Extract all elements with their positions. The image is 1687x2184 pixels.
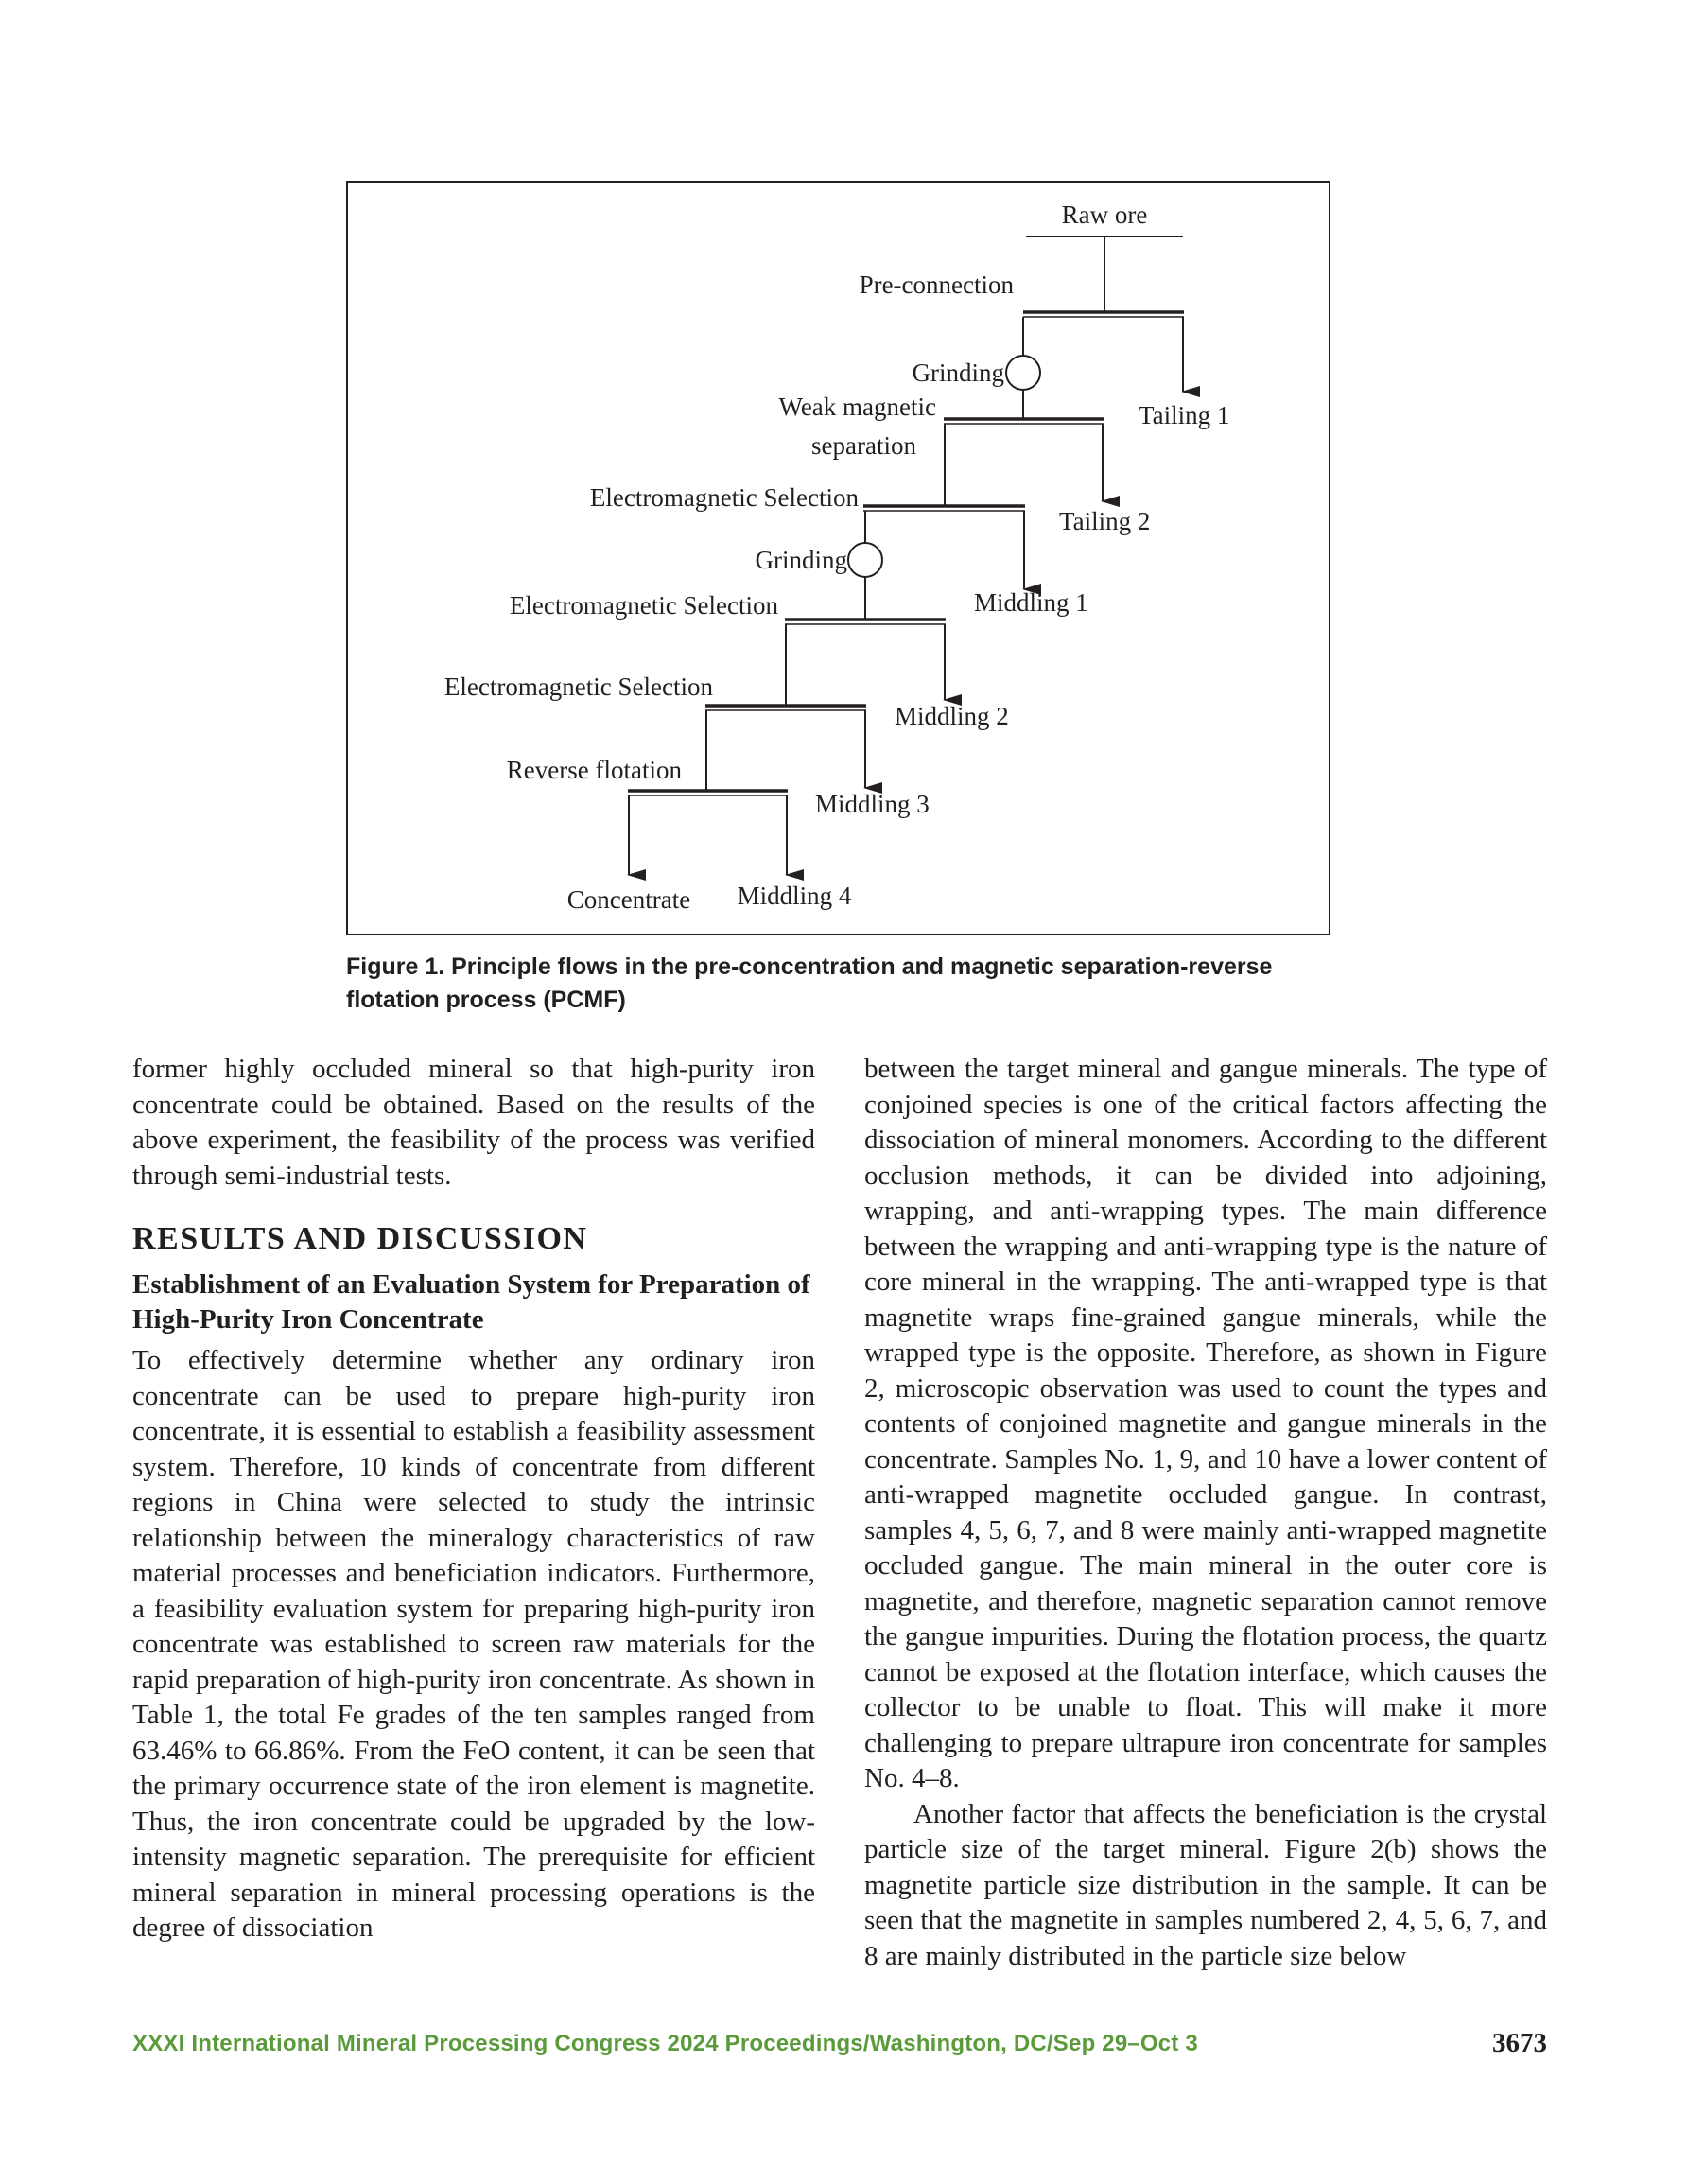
right-paragraph-1: between the target mineral and gangue minerals. The type of conjoined species is one of the critical factors affecting the dissociation of mineral monomers. According to the different occlusion methods, it can be divided into adjoining, wrapping, and anti-wrapping types. The main difference between the wrapping and anti-wrapping type is the nature of core mineral in the wrapping. The anti-wrapped type is that magnetite wraps fine-grained gangue minerals, while the wrapped type is the opposite. Therefore, as shown in Figure 2, microscopic observation was used to count the types and contents of conjoined magnetite and gangue minerals in the concentrate. Samples No. 1, 9, and 10 have a lower content of anti-wrapped magnetite occluded gangue. In contrast, samples 4, 5, 6, 7, and 8 were mainly anti-wrapped magnetite occluded gangue. The main mineral in the outer core is magnetite, and therefore, magnetic separation cannot remove the gangue impurities. During the flotation process, the quartz cannot be exposed at the flotation interface, which causes the collector to be unable to float. This will make it more challenging to prepare ultrapure iron concentrate for samples No. 4–8.: [864, 1054, 1547, 1793]
right-paragraph-2: Another factor that affects the beneficiation is the crystal particle size of the target mineral. Figure 2(b) shows the magnetite particle size distribution in the sample. It can be seen that the magnetite in samples numbered 2, 4, 5, 6, 7, and 8 are mainly distributed in the particle size below: [864, 1798, 1547, 1971]
pre-connection-label: Pre-connection: [859, 271, 1014, 299]
weak-magnetic-label-2: separation: [811, 431, 916, 460]
middling-4-label: Middling 4: [737, 882, 852, 910]
reverse-flotation-label: Reverse flotation: [506, 756, 682, 784]
em-selection-2-label: Electromagnetic Selection: [509, 591, 778, 620]
tailing-2-label: Tailing 2: [1059, 507, 1151, 535]
middling-3-label: Middling 3: [815, 790, 930, 818]
middling-1-label: Middling 1: [974, 588, 1088, 617]
tailing-1-label: Tailing 1: [1139, 401, 1230, 429]
grinding-1-circle: [1006, 356, 1040, 390]
em-selection-1-label: Electromagnetic Selection: [589, 483, 859, 512]
raw-ore-label: Raw ore: [1061, 201, 1148, 229]
sub-heading: Establishment of an Evaluation System for Preparation of High-Purity Iron Concentrate: [132, 1269, 810, 1335]
concentrate-label: Concentrate: [566, 885, 691, 914]
grinding-1-label: Grinding: [912, 358, 1004, 387]
em-selection-3-label: Electromagnetic Selection: [443, 673, 713, 701]
footer-proceedings-title: XXXI International Mineral Processing Congress 2024 Proceedings/Washington, DC/Sep 29–Oct 3: [132, 2031, 1198, 2056]
flowsheet-diagram: [348, 183, 1332, 937]
grinding-2-label: Grinding: [755, 546, 847, 574]
intro-paragraph: former highly occluded mineral so that high-purity iron concentrate could be obtained. Based on the results of the above experiment, the feasibility of the process was verified through semi-industrial tests.: [132, 1054, 815, 1191]
body-paragraph: To effectively determine whether any ordinary iron concentrate can be used to prepare high-purity iron concentrate, it is essential to establish a feasibility assessment system. Therefore, 10 kinds of concentrate from different regions in China were selected to study the intrinsic relationship between the mineralogy characteristics of raw material processes and beneficiation indicators. Furthermore, a feasibility evaluation system for preparing high-purity iron concentrate was established to screen raw materials for the rapid preparation of high-purity iron concentrate. As shown in Table 1, the total Fe grades of the ten samples ranged from 63.46% to 66.86%. From the FeO content, it can be seen that the primary occurrence state of the iron element is magnetite. Thus, the iron concentrate could be upgraded by the low-intensity magnetic separation. The prerequisite for efficient mineral separation in mineral processing operations is the degree of dissociation: [132, 1345, 815, 1943]
figure-caption: [346, 951, 1330, 1017]
grinding-2-circle: [848, 543, 882, 577]
figure-caption-line-1: Figure 1. Principle flows in the pre-concentration and magnetic separation-reverse: [346, 953, 1273, 980]
flowsheet-figure: [346, 181, 1330, 935]
right-column: [864, 1052, 1547, 1974]
figure-caption-line-2: flotation process (PCMF): [346, 987, 626, 1013]
left-column: [132, 1052, 815, 1947]
page-number: 3673: [1492, 2028, 1547, 2058]
section-heading: RESULTS AND DISCUSSION: [132, 1221, 588, 1256]
middling-2-label: Middling 2: [895, 702, 1009, 730]
weak-magnetic-label-1: Weak magnetic: [778, 393, 936, 421]
